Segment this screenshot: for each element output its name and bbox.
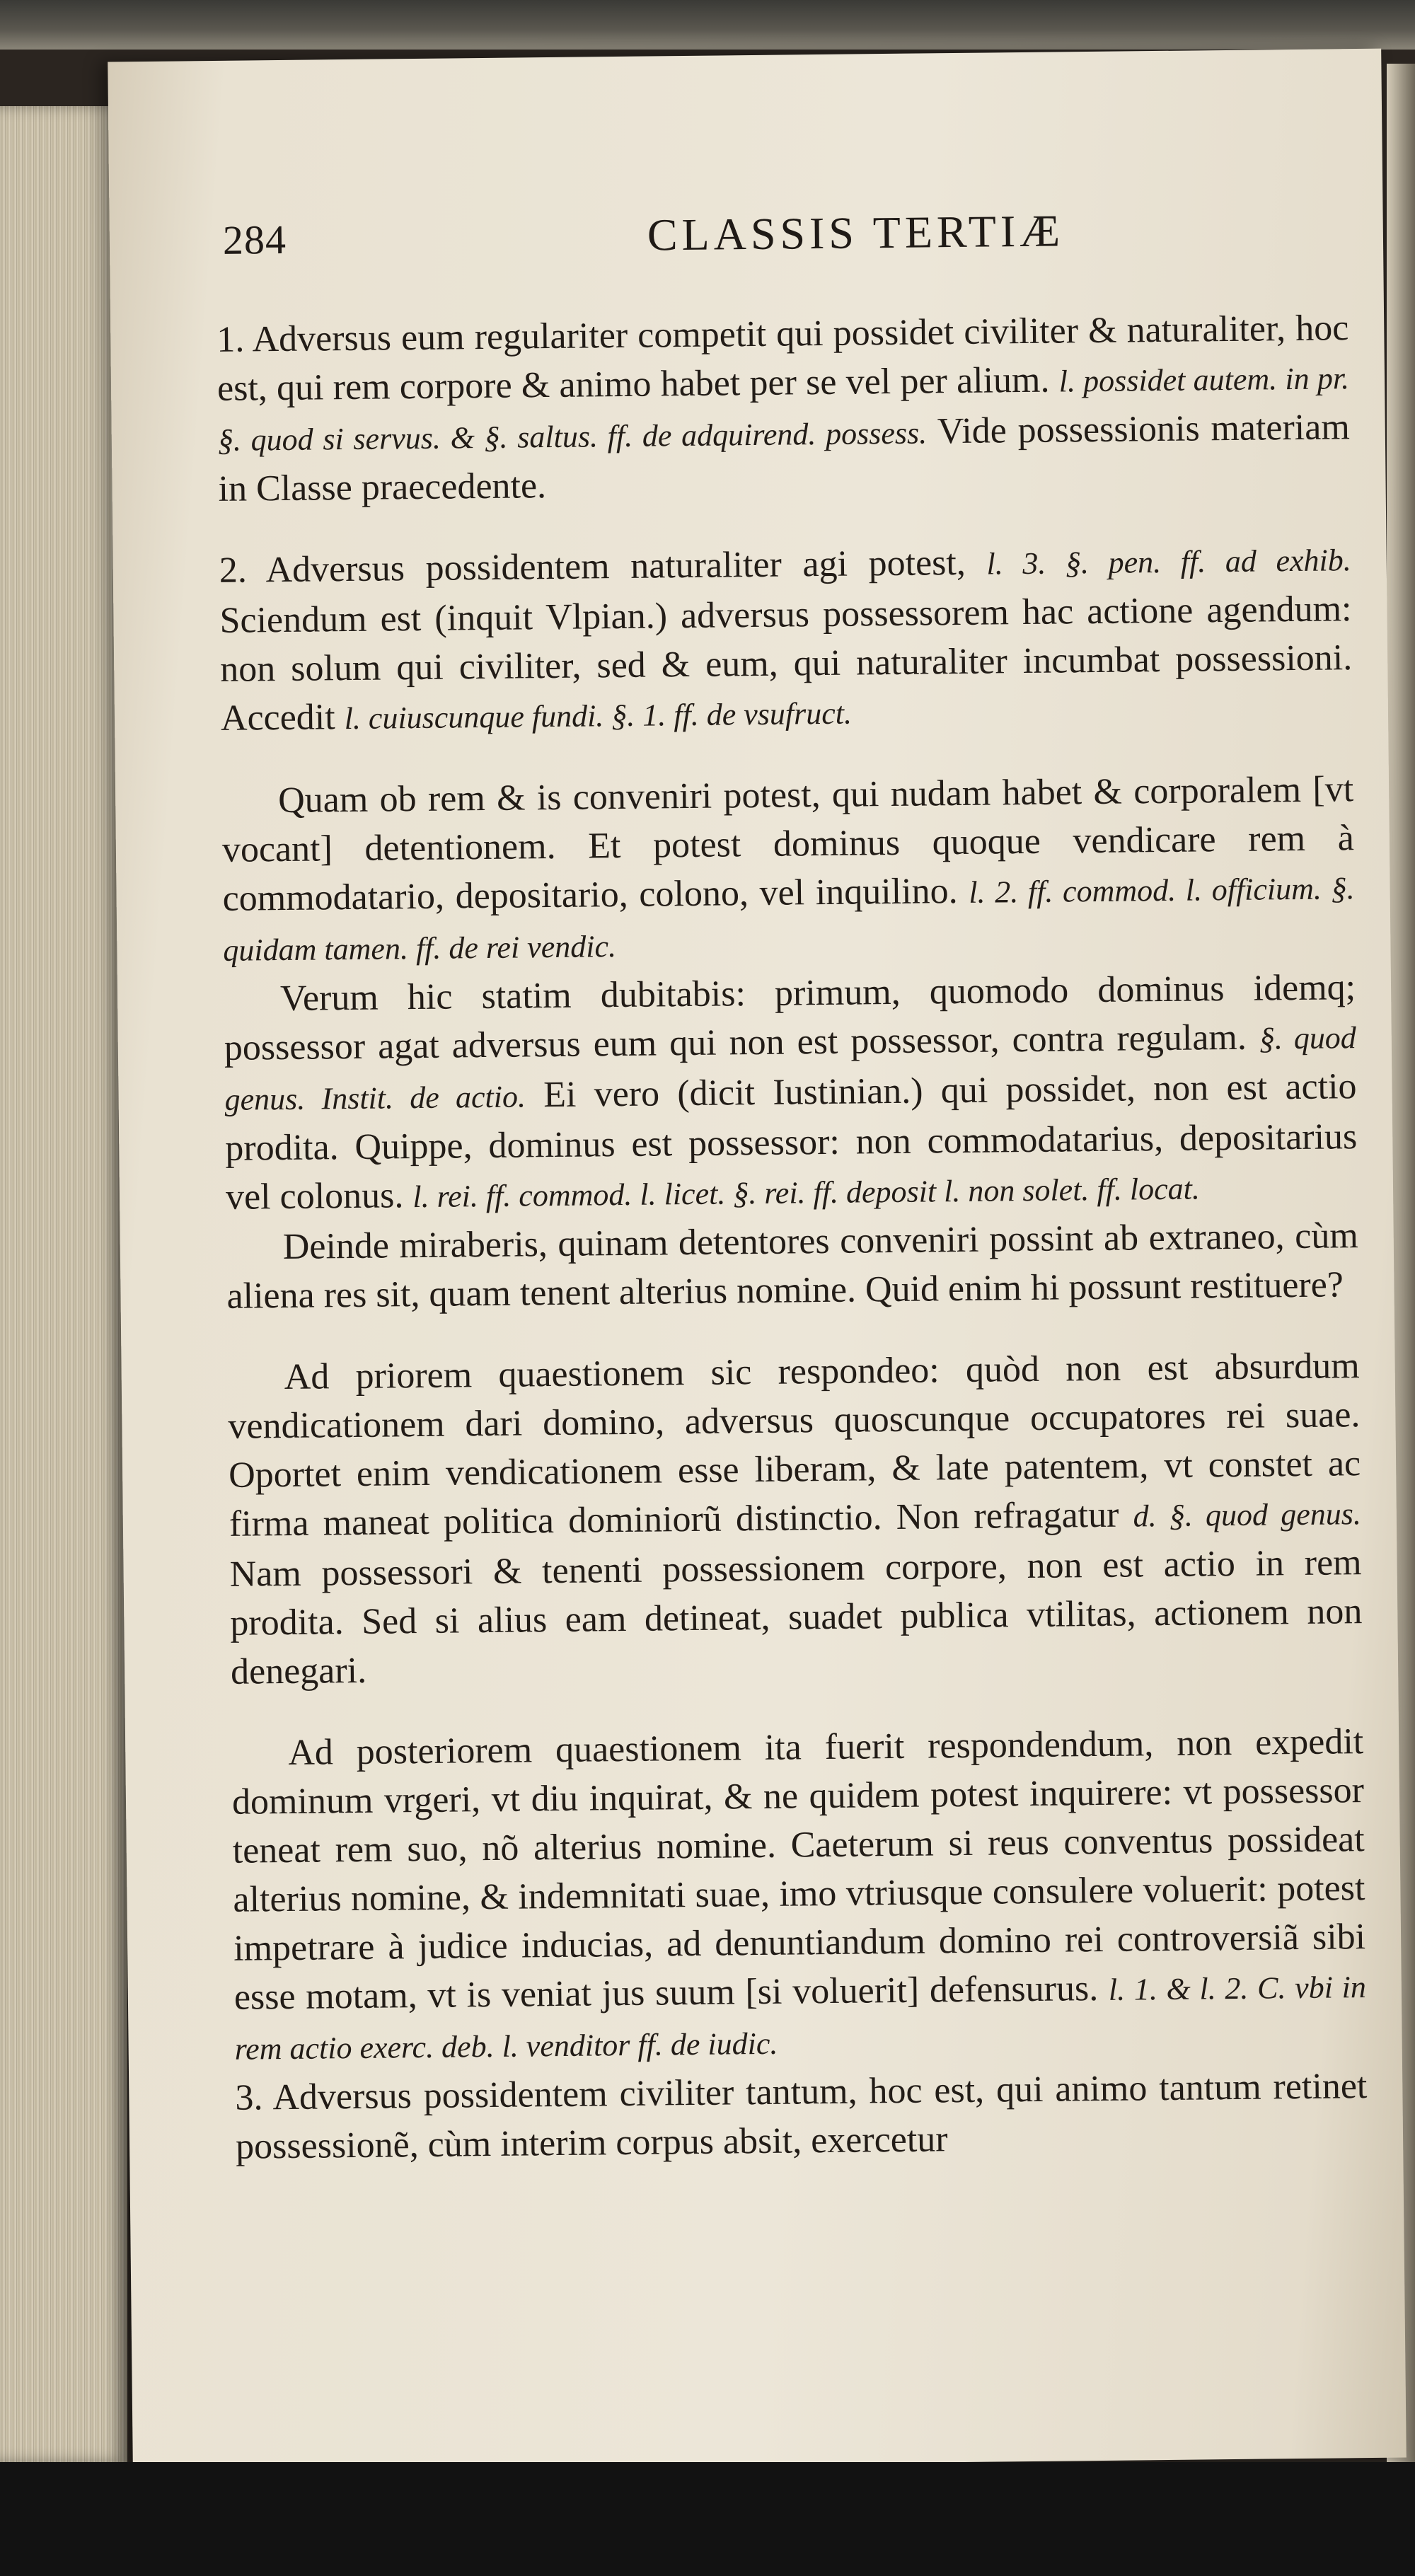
legal-citation: l. 2. ff. commod. l. officium. §. quidam tamen. ff. de rei vendic. <box>223 871 1355 968</box>
text-segment: Sciendum est (inquit Vlpian.) adversus possessorem hac actione agendum: non solum qui civiliter, sed & eum, qui naturaliter incumbat possessioni. Accedit <box>219 589 1353 739</box>
text-segment: Ei vero (dicit Iustinian.) qui possidet, non est actio prodita. Quippe, dominus est possessor: non commodatarius, depositarius vel colonus. <box>225 1066 1358 1218</box>
legal-citation: l. 3. §. pen. ff. ad exhib. <box>986 543 1351 582</box>
legal-citation: l. cuiuscunque fundi. §. 1. ff. de vsufruct. <box>344 695 853 737</box>
running-head: CLASSIS TERTIÆ <box>647 205 1065 260</box>
paragraph-3 <box>221 765 1356 975</box>
text-segment: Ad priorem quaestionem sic respondeo: quòd non est absurdum vendicationem dari domino, adversus quoscunque occupatores rei suae. Oportet enim vendicationem esse liberam, & late patentem, vt constet ac firma maneat politica dominiorũ distinctio. Non refragatur <box>228 1346 1361 1544</box>
paragraph-7 <box>231 1717 1367 2074</box>
background-top <box>0 0 1415 50</box>
text-segment: Verum hic statim dubitabis: primum, quomodo dominus idemq; possessor agat adversus eum qui non est possessor, contra regulam. <box>224 967 1356 1068</box>
text-segment: Ad posteriorem quaestionem ita fuerit respondendum, non expedit dominum vrgeri, vt diu inquirat, & ne quidem potest inquirere: vt possessor teneat rem suo, nõ alterius nomine. Caeterum si reus conventus possideat alterius nomine, & indemnitati suae, imo vtriusque consulere voluerit: potest impetrare à judice inducias, ad denuntiandum domino rei controversiã sibi esse motam, vt is veniat jus suum [si voluerit] defensurus. <box>231 1721 1366 2018</box>
text-segment: Nam possessori & tenenti possessionem corpore, non est actio in rem prodita. Sed si alius eam detineat, suadet publica vtilitas, actionem non denegari. <box>229 1542 1363 1692</box>
paragraph-1 <box>216 304 1351 514</box>
text-segment: Vide possessionis materiam in Classe praecedente. <box>218 407 1351 509</box>
text-segment: 1. Adversus eum regulariter competit qui possidet civiliter & naturaliter, hoc est, qui rem corpore & animo habet per se vel per alium. <box>216 308 1349 409</box>
book-page-edges <box>0 106 127 2462</box>
legal-citation: §. quod genus. Instit. de actio. <box>224 1020 1357 1117</box>
text-segment: Quam ob rem & is conveniri potest, qui nudam habet & corporalem [vt vocant] detentionem. Et potest dominus quoque vendicare rem à commodatario, depositario, colono, vel inquilino. <box>221 769 1355 919</box>
paragraph-5 <box>226 1211 1358 1321</box>
paragraph-2 <box>219 534 1353 744</box>
text-segment: 2. Adversus possidentem naturaliter agi potest, <box>219 542 987 591</box>
page-number: 284 <box>222 216 287 263</box>
legal-citation: l. rei. ff. commod. l. licet. §. rei. ff. deposit l. non solet. ff. locat. <box>412 1171 1201 1215</box>
text-segment: 3. Adversus possidentem civiliter tantum, hoc est, qui animo tantum retinet possessionẽ, cùm interim corpus absit, exercetur <box>235 2066 1368 2167</box>
paragraph-8 <box>235 2062 1368 2171</box>
legal-citation: l. 1. & l. 2. C. vbi in rem actio exerc. deb. l. venditor ff. de iudic. <box>234 1970 1367 2067</box>
background-bottom <box>0 2462 1415 2576</box>
legal-citation: d. §. quod genus. <box>1133 1496 1362 1534</box>
body-text <box>216 304 1368 2171</box>
paragraph-4 <box>224 963 1358 1223</box>
paragraph-6 <box>227 1341 1363 1697</box>
page-header <box>222 197 1341 273</box>
legal-citation: l. possidet autem. in pr. §. quod si servus. & §. saltus. ff. de adquirend. possess. <box>217 361 1350 458</box>
text-segment: Deinde miraberis, quinam detentores conveniri possint ab extraneo, cùm aliena res sit, quam tenent alterius nomine. Quid enim hi possunt restituere? <box>226 1215 1359 1317</box>
book-page <box>108 49 1407 2471</box>
